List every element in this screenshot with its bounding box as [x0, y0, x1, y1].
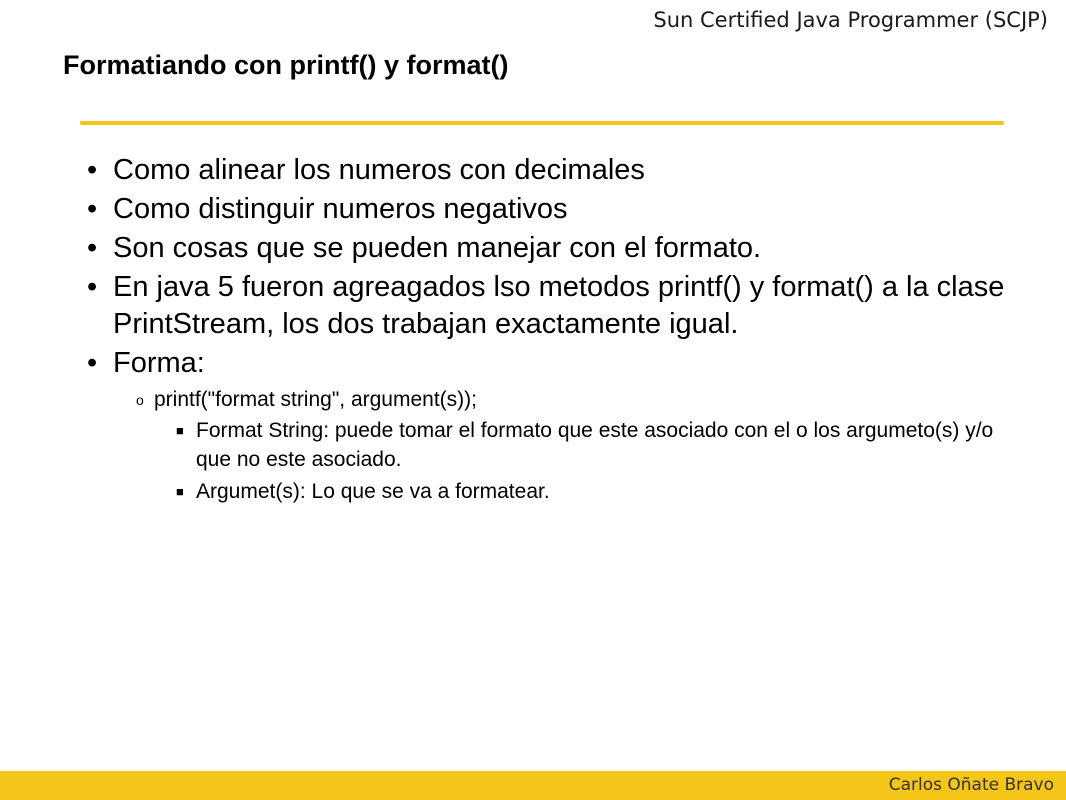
sub-bullet-text: printf("format string", argument(s)); [154, 388, 477, 411]
bullet-item [75, 191, 1025, 228]
course-header: Sun Certified Java Programmer (SCJP) [653, 8, 1048, 32]
bullet-text: Como distinguir numeros negativos [113, 193, 568, 225]
sub-sub-bullet-text: Format String: puede tomar el formato que este asociado con el o los argumeto(s) y/o que no este asociado. [196, 419, 994, 471]
square-bullet-icon: ■ [176, 423, 184, 438]
bullet-item [75, 230, 1025, 267]
bullet-text: Forma: [113, 347, 205, 379]
sub-sub-bullet-item [75, 477, 1025, 506]
bullet-item [75, 345, 1025, 382]
bullet-item [75, 269, 1025, 343]
sub-sub-bullet-item [75, 416, 1025, 474]
bullet-dot-icon: • [87, 193, 98, 225]
slide-title: Formatiando con printf() y format() [63, 50, 509, 80]
bullet-item [75, 152, 1025, 189]
square-bullet-icon: ■ [176, 484, 184, 499]
bullet-text: Como alinear los numeros con decimales [113, 154, 645, 186]
bullet-text: En java 5 fueron agreagados lso metodos printf() y format() a la clase PrintStream, los dos trabajan exactamente igual. [113, 271, 1005, 340]
bullet-dot-icon: • [87, 154, 98, 186]
bullet-text: Son cosas que se pueden manejar con el formato. [113, 232, 762, 264]
sub-sub-bullet-text: Argumet(s): Lo que se va a formatear. [196, 480, 550, 503]
bullet-dot-icon: • [87, 347, 98, 379]
hollow-circle-icon: o [136, 392, 144, 408]
title-divider [80, 121, 1004, 125]
footer-author: Carlos Oñate Bravo [888, 775, 1054, 795]
slide-body [75, 152, 1025, 506]
footer-bar [0, 771, 1066, 800]
bullet-dot-icon: • [87, 232, 98, 264]
bullet-dot-icon: • [87, 271, 98, 303]
sub-bullet-item [75, 386, 1025, 413]
